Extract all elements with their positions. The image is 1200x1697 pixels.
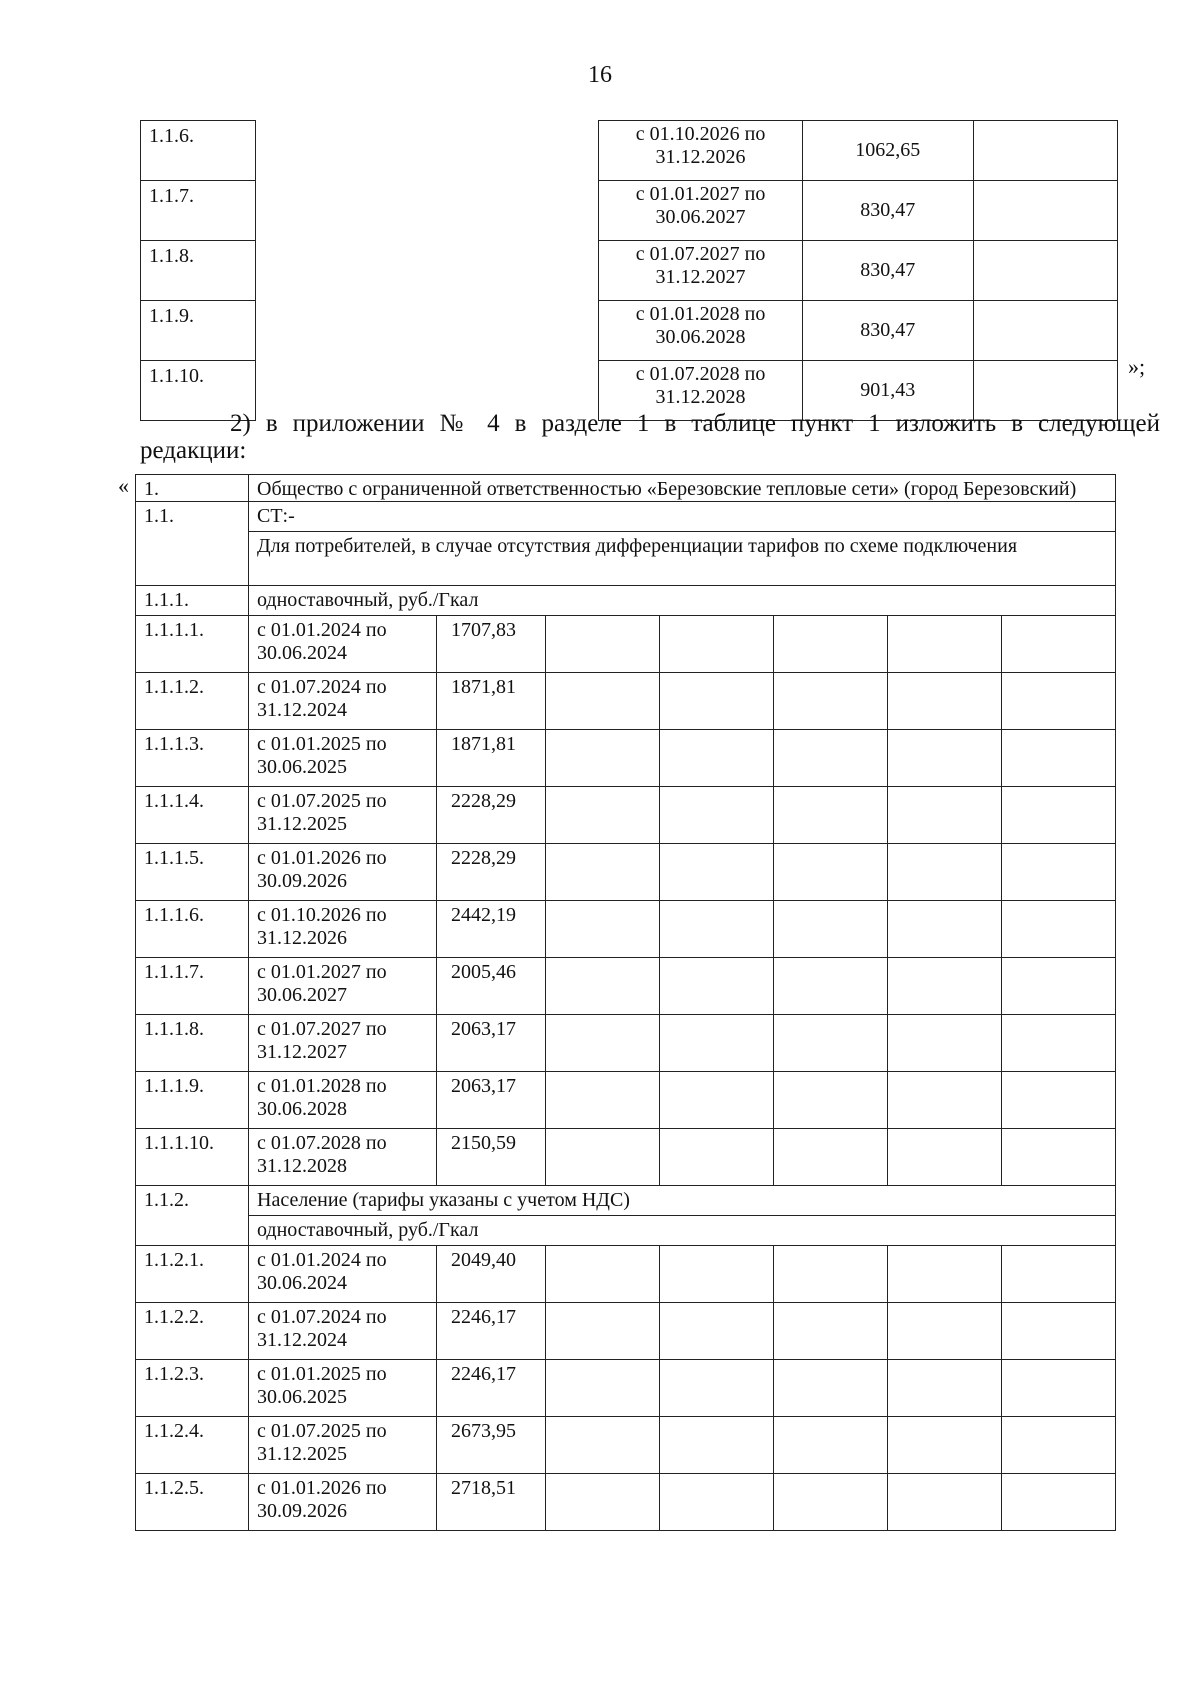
empty-cell [1002,730,1116,787]
empty-cell [973,121,1117,181]
period-cell: с 01.01.2024 по 30.06.2024 [249,1246,437,1303]
row-number: 1.1.1.9. [136,1072,249,1129]
empty-cell [1002,1474,1116,1531]
empty-cell [888,616,1002,673]
empty-cell [1002,616,1116,673]
empty-cell [660,1417,774,1474]
row-number: 1.1.2.3. [136,1360,249,1417]
blank-cell [256,181,599,241]
empty-cell [546,730,660,787]
tariff-value: 830,47 [802,241,973,301]
empty-cell [1002,787,1116,844]
section-num: 1.1. [136,502,249,586]
empty-cell [546,958,660,1015]
group2-sublabel: одноставочный, руб./Гкал [249,1216,1116,1246]
period-cell: с 01.07.2028 по 31.12.2028 [599,361,802,421]
empty-cell [973,181,1117,241]
group2-num: 1.1.2. [136,1186,249,1246]
empty-cell [1002,844,1116,901]
blank-cell [256,241,599,301]
empty-cell [660,901,774,958]
row-number: 1.1.1.2. [136,673,249,730]
tariff-row [136,1360,1116,1417]
empty-cell [1002,1246,1116,1303]
empty-cell [774,1072,888,1129]
tariff-value: 2063,17 [437,1072,546,1129]
empty-cell [774,616,888,673]
instruction-paragraph [140,410,1160,464]
period-cell: с 01.01.2026 по 30.09.2026 [249,1474,437,1531]
period-cell: с 01.01.2025 по 30.06.2025 [249,730,437,787]
period-cell: с 01.07.2027 по 31.12.2027 [249,1015,437,1072]
empty-cell [888,730,1002,787]
empty-cell [973,241,1117,301]
period-cell: с 01.07.2025 по 31.12.2025 [249,787,437,844]
row-number: 1.1.1.8. [136,1015,249,1072]
empty-cell [660,844,774,901]
empty-cell [546,1129,660,1186]
empty-cell [660,673,774,730]
empty-cell [546,1417,660,1474]
empty-cell [774,958,888,1015]
page-number: 16 [588,62,612,88]
empty-cell [774,673,888,730]
empty-cell [1002,901,1116,958]
instruction-line-2: редакции: [140,437,247,464]
org-num: 1. [136,475,249,502]
main-tariff-table [135,474,1116,1531]
tariff-value: 2246,17 [437,1303,546,1360]
tariff-row [136,1015,1116,1072]
tariff-value: 830,47 [802,181,973,241]
empty-cell [546,1015,660,1072]
org-row [136,475,1116,502]
row-number: 1.1.2.1. [136,1246,249,1303]
consumers-label: Для потребителей, в случае отсутствия дифференциации тарифов по схеме подключения [249,532,1116,586]
empty-cell [1002,1303,1116,1360]
empty-cell [546,1360,660,1417]
empty-cell [774,1015,888,1072]
empty-cell [546,787,660,844]
empty-cell [1002,958,1116,1015]
top-table-row [141,121,1118,181]
row-number: 1.1.1.6. [136,901,249,958]
group1-header-row [136,586,1116,616]
group2-subheader-row [136,1216,1116,1246]
empty-cell [660,1474,774,1531]
empty-cell [888,787,1002,844]
empty-cell [774,901,888,958]
period-cell: с 01.01.2026 по 30.09.2026 [249,844,437,901]
group1-num: 1.1.1. [136,586,249,616]
empty-cell [774,730,888,787]
period-cell: с 01.07.2024 по 31.12.2024 [249,673,437,730]
tariff-value: 2246,17 [437,1360,546,1417]
tariff-row [136,1246,1116,1303]
period-cell: с 01.10.2026 по 31.12.2026 [599,121,802,181]
empty-cell [888,844,1002,901]
empty-cell [888,673,1002,730]
row-number: 1.1.9. [141,301,256,361]
tariff-value: 830,47 [802,301,973,361]
row-number: 1.1.1.7. [136,958,249,1015]
empty-cell [1002,1417,1116,1474]
empty-cell [1002,1072,1116,1129]
top-table-row [141,181,1118,241]
tariff-row [136,1303,1116,1360]
period-cell: с 01.01.2027 по 30.06.2027 [249,958,437,1015]
empty-cell [546,901,660,958]
empty-cell [1002,1360,1116,1417]
section-row [136,502,1116,532]
row-number: 1.1.1.10. [136,1129,249,1186]
closing-quote: »; [1128,354,1146,379]
empty-cell [774,1129,888,1186]
tariff-value: 2150,59 [437,1129,546,1186]
tariff-row [136,1417,1116,1474]
tariff-value: 1062,65 [802,121,973,181]
instruction-line-1: 2) в приложении № 4 в разделе 1 в таблице пункт 1 изложить в следующей [230,410,1160,437]
tariff-value: 2228,29 [437,787,546,844]
group2-header-row [136,1186,1116,1216]
tariff-value: 1871,81 [437,730,546,787]
empty-cell [546,673,660,730]
empty-cell [660,1246,774,1303]
empty-cell [546,1246,660,1303]
empty-cell [774,1303,888,1360]
tariff-value: 2673,95 [437,1417,546,1474]
tariff-value: 901,43 [802,361,973,421]
section-label: СТ:- [249,502,1116,532]
empty-cell [774,844,888,901]
period-cell: с 01.01.2028 по 30.06.2028 [249,1072,437,1129]
tariff-value: 1707,83 [437,616,546,673]
row-number: 1.1.2.5. [136,1474,249,1531]
empty-cell [888,1015,1002,1072]
empty-cell [888,901,1002,958]
empty-cell [888,1246,1002,1303]
row-number: 1.1.1.5. [136,844,249,901]
empty-cell [973,301,1117,361]
row-number: 1.1.6. [141,121,256,181]
empty-cell [660,1303,774,1360]
tariff-row [136,616,1116,673]
tariff-value: 2063,17 [437,1015,546,1072]
tariff-row [136,1129,1116,1186]
empty-cell [888,1360,1002,1417]
top-tariff-table [140,120,1118,421]
empty-cell [546,1474,660,1531]
row-number: 1.1.1.1. [136,616,249,673]
empty-cell [774,1417,888,1474]
group2-label: Население (тарифы указаны с учетом НДС) [249,1186,1116,1216]
empty-cell [546,1072,660,1129]
empty-cell [546,844,660,901]
empty-cell [888,958,1002,1015]
tariff-row [136,1072,1116,1129]
empty-cell [660,1360,774,1417]
tariff-value: 2005,46 [437,958,546,1015]
period-cell: с 01.01.2024 по 30.06.2024 [249,616,437,673]
empty-cell [660,1072,774,1129]
tariff-value: 1871,81 [437,673,546,730]
tariff-row [136,844,1116,901]
empty-cell [660,787,774,844]
row-number: 1.1.2.4. [136,1417,249,1474]
row-number: 1.1.1.3. [136,730,249,787]
empty-cell [774,787,888,844]
period-cell: с 01.07.2025 по 31.12.2025 [249,1417,437,1474]
group1-label: одноставочный, руб./Гкал [249,586,1116,616]
empty-cell [660,958,774,1015]
empty-cell [660,616,774,673]
empty-cell [660,1129,774,1186]
empty-cell [774,1360,888,1417]
period-cell: с 01.01.2028 по 30.06.2028 [599,301,802,361]
row-number: 1.1.7. [141,181,256,241]
tariff-value: 2049,40 [437,1246,546,1303]
tariff-row [136,958,1116,1015]
tariff-value: 2228,29 [437,844,546,901]
tariff-row [136,673,1116,730]
empty-cell [1002,1129,1116,1186]
tariff-value: 2718,51 [437,1474,546,1531]
tariff-row [136,1474,1116,1531]
tariff-value: 2442,19 [437,901,546,958]
empty-cell [888,1417,1002,1474]
org-name: Общество с ограниченной ответственностью «Березовские тепловые сети» (город Березовский) [249,475,1116,502]
empty-cell [660,1015,774,1072]
period-cell: с 01.10.2026 по 31.12.2026 [249,901,437,958]
row-number: 1.1.10. [141,361,256,421]
row-number: 1.1.8. [141,241,256,301]
empty-cell [1002,673,1116,730]
period-cell: с 01.01.2025 по 30.06.2025 [249,1360,437,1417]
opening-quote: « [118,473,129,498]
consumers-row [136,532,1116,586]
blank-cell [256,301,599,361]
empty-cell [888,1129,1002,1186]
tariff-row [136,730,1116,787]
tariff-row [136,787,1116,844]
empty-cell [888,1303,1002,1360]
empty-cell [546,616,660,673]
top-table-row [141,241,1118,301]
empty-cell [1002,1015,1116,1072]
top-table-row [141,301,1118,361]
empty-cell [888,1072,1002,1129]
blank-cell [256,121,599,181]
row-number: 1.1.2.2. [136,1303,249,1360]
period-cell: с 01.07.2028 по 31.12.2028 [249,1129,437,1186]
period-cell: с 01.01.2027 по 30.06.2027 [599,181,802,241]
empty-cell [660,730,774,787]
empty-cell [774,1474,888,1531]
period-cell: с 01.07.2027 по 31.12.2027 [599,241,802,301]
empty-cell [888,1474,1002,1531]
empty-cell [774,1246,888,1303]
empty-cell [546,1303,660,1360]
period-cell: с 01.07.2024 по 31.12.2024 [249,1303,437,1360]
row-number: 1.1.1.4. [136,787,249,844]
tariff-row [136,901,1116,958]
